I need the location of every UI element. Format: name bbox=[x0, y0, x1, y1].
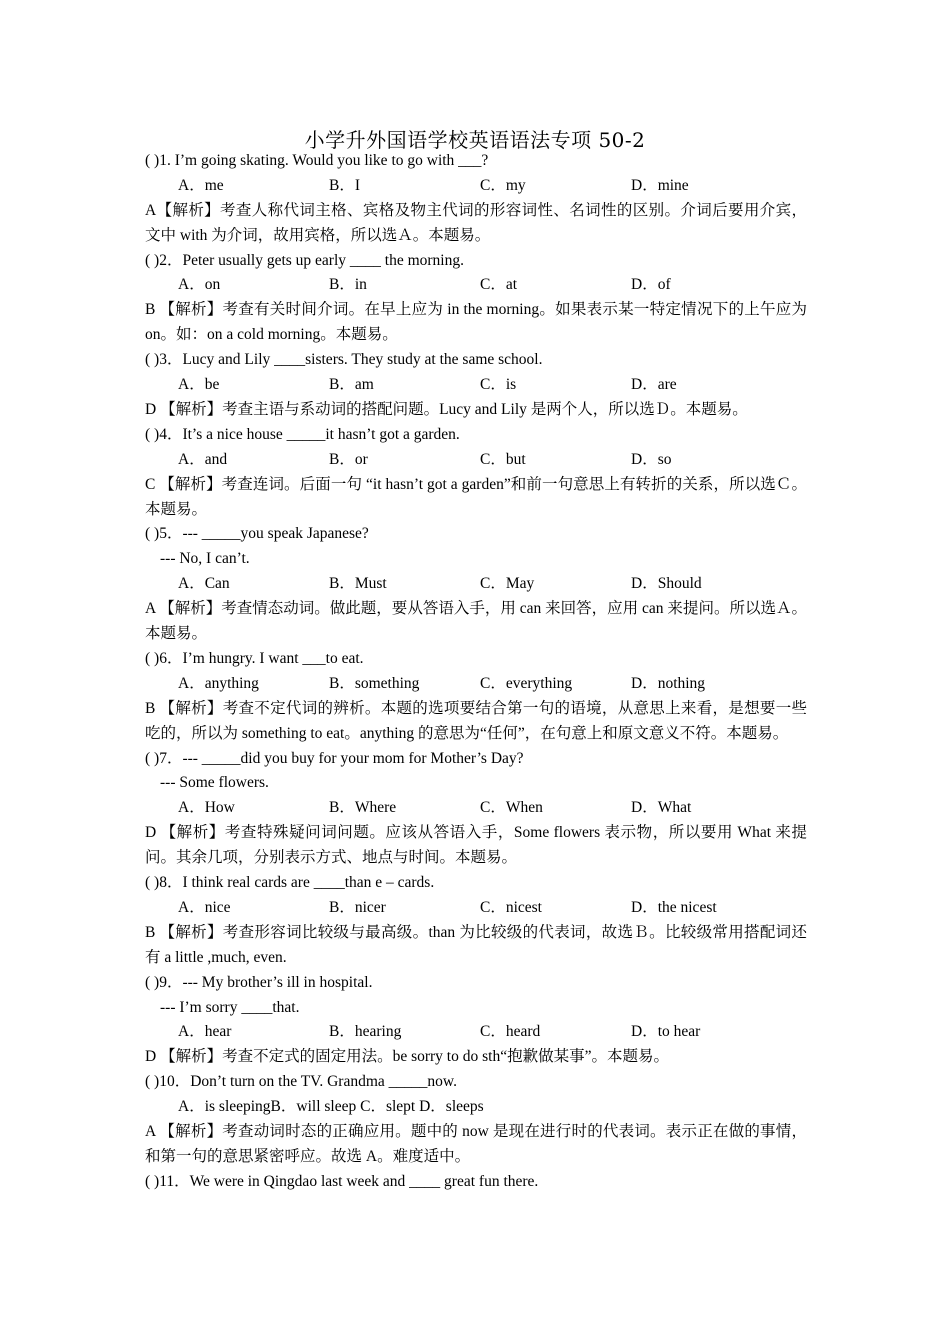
option-c: C．May bbox=[480, 575, 535, 593]
question-stem: ( )4．It’s a nice house _____it hasn’t got a garden. bbox=[145, 425, 460, 443]
option-d: D．What bbox=[631, 799, 692, 817]
option-b: B．something bbox=[329, 674, 420, 692]
option-d: D．Should bbox=[631, 575, 702, 593]
question-analysis: B 【解析】考查有关时间介词。在早上应为 in the morning。如果表示某一特定情况下的上午应为 on。如：on a cold morning。本题易。 bbox=[145, 301, 807, 344]
question-stem: ( )9．--- My brother’s ill in hospital. bbox=[145, 973, 373, 991]
question-reply: --- Some flowers. bbox=[160, 774, 269, 792]
option-a: A．How bbox=[178, 799, 235, 817]
question-analysis: A 【解析】考查动词时态的正确应用。题中的 now 是现在进行时的代表词。表示正在做的事情，和第一句的意思紧密呼应。故选 A。难度适中。 bbox=[145, 1122, 807, 1165]
option-d: D．mine bbox=[631, 176, 689, 194]
question-stem: ( )5．--- _____you speak Japanese? bbox=[145, 525, 369, 543]
question-reply: --- I’m sorry ____that. bbox=[160, 998, 300, 1016]
question-analysis: D 【解析】考查特殊疑问词问题。应该从答语入手，Some flowers 表示物，所以要用 What 来提问。其余几项，分别表示方式、地点与时间。本题易。 bbox=[145, 824, 807, 867]
question-options bbox=[145, 572, 807, 597]
question-options bbox=[145, 672, 807, 697]
option-c: C．nicest bbox=[480, 898, 542, 916]
question-analysis: D 【解析】考查主语与系动词的搭配问题。Lucy and Lily 是两个人，所以选Ｄ。本题易。 bbox=[145, 400, 748, 418]
option-b: B．hearing bbox=[329, 1023, 402, 1041]
option-a: A．anything bbox=[178, 674, 259, 692]
document-title: 小学升外国语学校英语语法专项 50-2 bbox=[304, 128, 646, 152]
option-a: A．on bbox=[178, 276, 221, 294]
option-c: C．my bbox=[480, 176, 526, 194]
option-b: B．am bbox=[329, 376, 374, 394]
question-options: A．is sleepingB．will sleep C．slept D．sleeps bbox=[178, 1098, 484, 1116]
option-d: D．are bbox=[631, 376, 677, 394]
option-c: C．at bbox=[480, 276, 518, 294]
option-a: A．and bbox=[178, 450, 228, 468]
option-d: D．so bbox=[631, 450, 672, 468]
question-analysis: B 【解析】考查形容词比较级与最高级。than 为比较级的代表词，故选Ｂ。比较级常用搭配词还有 a little ,much, even. bbox=[145, 923, 807, 966]
question-analysis: C 【解析】考查连词。后面一句 “it hasn’t got a garden”和前一句意思上有转折的关系，所以选Ｃ。本题易。 bbox=[145, 475, 807, 518]
option-a: A．Can bbox=[178, 575, 230, 593]
option-b: B．in bbox=[329, 276, 367, 294]
option-a: A．hear bbox=[178, 1023, 232, 1041]
question-options bbox=[145, 796, 807, 821]
option-a: A．be bbox=[178, 376, 220, 394]
option-b: B．I bbox=[329, 176, 361, 194]
question-stem: ( )2．Peter usually gets up early ____ the morning. bbox=[145, 251, 464, 269]
question-stem: ( )1. I’m going skating. Would you like to go with ___? bbox=[145, 152, 489, 169]
option-d: D．of bbox=[631, 276, 671, 294]
question-options bbox=[145, 373, 807, 398]
question-stem: ( )7．--- _____did you buy for your mom for Mother’s Day? bbox=[145, 749, 524, 767]
question-options bbox=[145, 448, 807, 473]
question-options bbox=[145, 273, 807, 298]
option-c: C．but bbox=[480, 450, 526, 468]
question-stem: ( )3．Lucy and Lily ____sisters. They study at the same school. bbox=[145, 351, 543, 369]
option-b: B．Must bbox=[329, 575, 387, 593]
question-stem: ( )8．I think real cards are ____than e – cards. bbox=[145, 874, 435, 892]
question-options bbox=[145, 896, 807, 921]
option-b: B．or bbox=[329, 450, 368, 468]
question-stem: ( )6．I’m hungry. I want ___to eat. bbox=[145, 649, 364, 667]
question-options bbox=[145, 1020, 807, 1045]
question-analysis: B 【解析】考查不定代词的辨析。本题的选项要结合第一句的语境，从意思上来看，是想要一些吃的，所以为 something to eat。anything 的意思为“任何”，在句意上和原文意义不符。本题易。 bbox=[145, 699, 807, 742]
option-b: B．nicer bbox=[329, 898, 386, 916]
option-d: D．to hear bbox=[631, 1023, 701, 1041]
question-list bbox=[145, 149, 807, 1195]
question-stem: ( )11．We were in Qingdao last week and ____ great fun there. bbox=[145, 1172, 539, 1190]
question-stem: ( )10．Don’t turn on the TV. Grandma _____now. bbox=[145, 1073, 457, 1091]
option-b: B．Where bbox=[329, 799, 397, 817]
option-a: A．nice bbox=[178, 898, 231, 916]
option-c: C．is bbox=[480, 376, 517, 394]
question-analysis: D 【解析】考查不定式的固定用法。be sorry to do sth“抱歉做某事”。本题易。 bbox=[145, 1048, 669, 1066]
option-d: D．nothing bbox=[631, 674, 706, 692]
option-c: C．everything bbox=[480, 674, 573, 692]
question-options bbox=[145, 174, 807, 199]
question-reply: --- No, I can’t. bbox=[160, 550, 250, 568]
option-c: C．heard bbox=[480, 1023, 541, 1041]
option-d: D．the nicest bbox=[631, 898, 717, 916]
question-analysis: A【解析】考查人称代词主格、宾格及物主代词的形容词性、名词性的区别。介词后要用介宾，文中 with 为介词，故用宾格，所以选Ａ。本题易。 bbox=[145, 201, 807, 244]
question-analysis: A 【解析】考查情态动词。做此题，要从答语入手，用 can 来回答，应用 can 来提问。所以选Ａ。本题易。 bbox=[145, 600, 807, 643]
option-c: C．When bbox=[480, 799, 543, 817]
option-a: A．me bbox=[178, 176, 224, 194]
